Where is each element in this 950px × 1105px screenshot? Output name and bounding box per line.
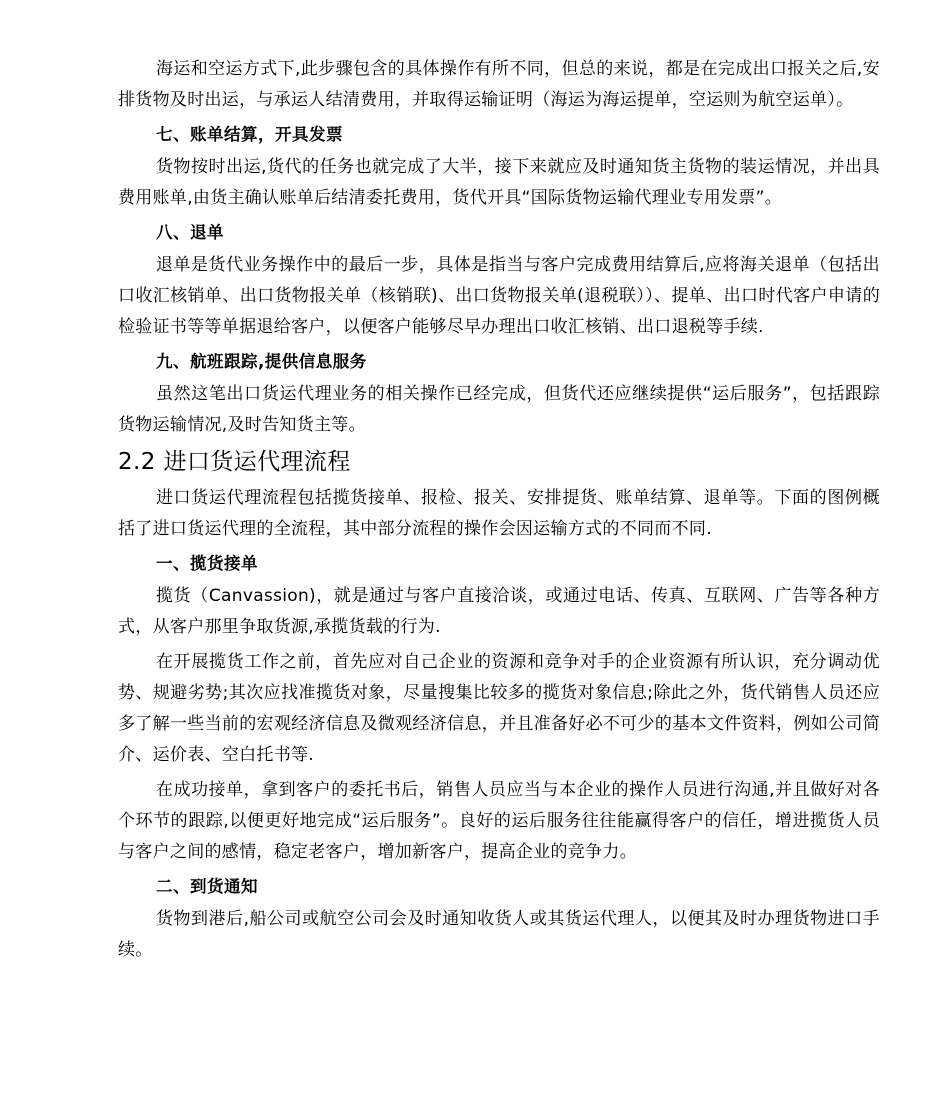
heading-flight-tracking: 九、航班跟踪,提供信息服务 (156, 352, 367, 371)
paragraph-arrival-notice: 货物到港后,船公司或航空公司会及时通知收货人或其货运代理人，以便其及时办理货物进口手续。 (118, 909, 880, 960)
paragraph-flight-tracking: 虽然这笔出口货运代理业务的相关操作已经完成，但货代还应继续提供“运后服务”，包括跟踪货物运输情况,及时告知货主等。 (118, 384, 880, 435)
paragraph-canvassing-prep: 在开展揽货工作之前，首先应对自己企业的资源和竞争对手的企业资源有所认识，充分调动优势、规避劣势;其次应找准揽货对象，尽量搜集比较多的揽货对象信息;除此之外，货代销售人员还应多了解一些当前的宏观经济信息及微观经济信息，并且准备好必不可少的基本文件资料，例如公司简介、运价表、空白托书等. (118, 652, 880, 765)
paragraph-document-return: 退单是货代业务操作中的最后一步，具体是指当与客户完成费用结算后,应将海关退单（包括出口收汇核销单、出口货物报关单（核销联)、出口货物报关单(退税联））、提单、出口时代客户申请的检验证书等等单据退给客户，以便客户能够尽早办理出口收汇核销、出口退税等手续. (118, 255, 880, 337)
heading-billing-invoice: 七、账单结算，开具发票 (156, 125, 343, 144)
paragraph-billing-invoice: 货物按时出运,货代的任务也就完成了大半，接下来就应及时通知货主货物的装运情况，并出具费用账单,由货主确认账单后结清委托费用，货代开具“国际货物运输代理业专用发票”。 (118, 157, 880, 208)
paragraph-import-overview: 进口货运代理流程包括揽货接单、报检、报关、安排提货、账单结算、退单等。下面的图例概括了进口货运代理的全流程，其中部分流程的操作会因运输方式的不同而不同. (118, 488, 880, 539)
heading-canvassing: 一、揽货接单 (156, 554, 258, 573)
heading-arrival-notice: 二、到货通知 (156, 877, 258, 896)
paragraph-canvassing-definition: 揽货（Canvassion)，就是通过与客户直接洽谈，或通过电话、传真、互联网、广告等各种方式，从客户那里争取货源,承揽货载的行为. (118, 586, 880, 637)
paragraph-canvassing-followup: 在成功接单，拿到客户的委托书后，销售人员应当与本企业的操作人员进行沟通,并且做好对各个环节的跟踪,以便更好地完成“运后服务”。良好的运后服务往往能赢得客户的信任，增进揽货人员与客户之间的感情，稳定老客户，增加新客户，提高企业的竞争力。 (118, 780, 880, 862)
heading-document-return: 八、退单 (156, 223, 224, 242)
section-title-import-process: 2.2 进口货运代理流程 (118, 449, 351, 475)
document-page (118, 54, 880, 970)
paragraph-export-shipping: 海运和空运方式下,此步骤包含的具体操作有所不同，但总的来说，都是在完成出口报关之后,安排货物及时出运，与承运人结清费用，并取得运输证明（海运为海运提单，空运则为航空运单）。 (118, 59, 880, 110)
